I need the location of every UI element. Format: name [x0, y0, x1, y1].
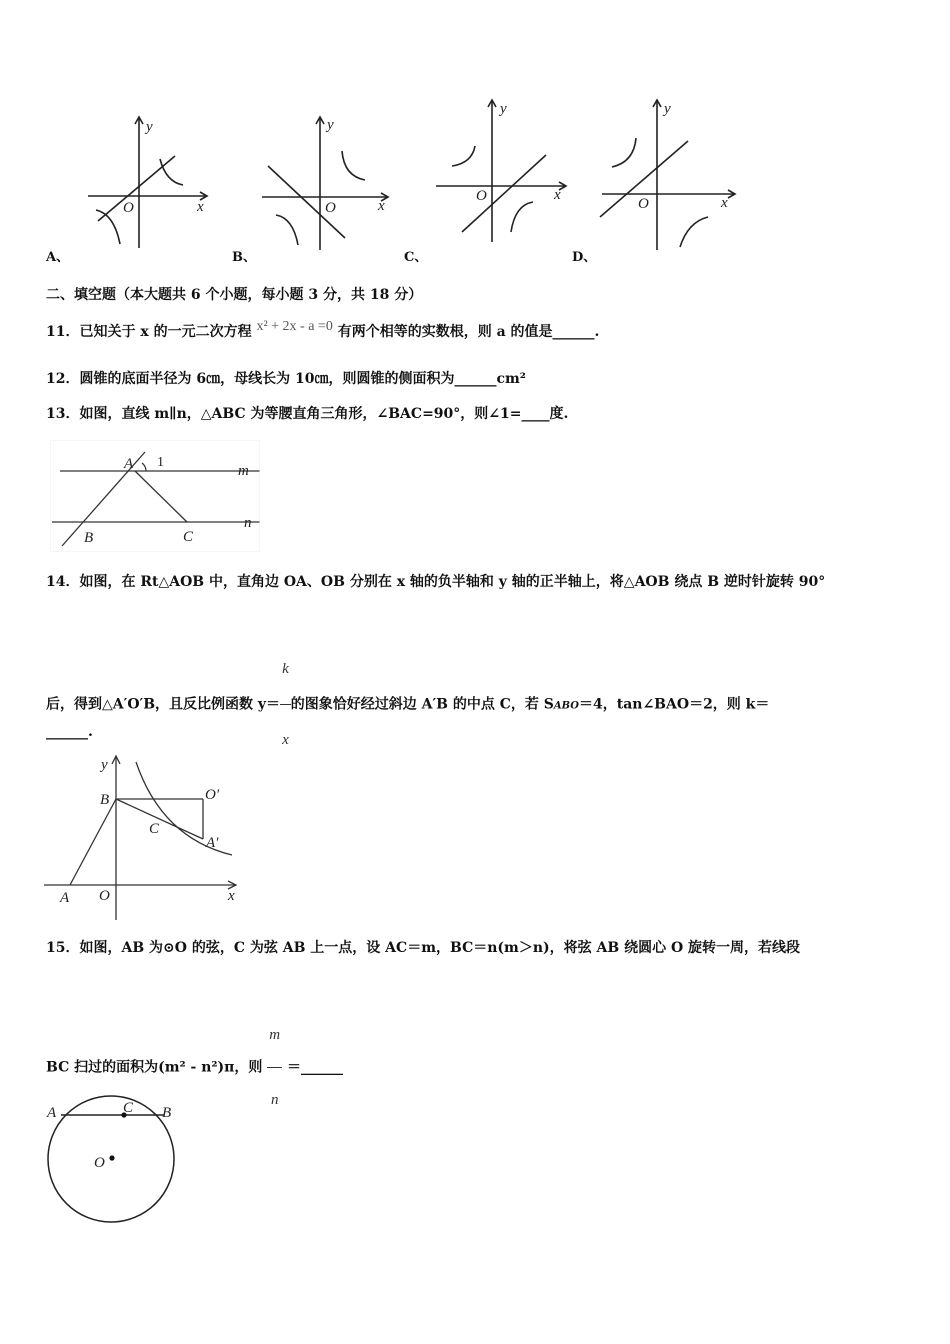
- q14-label-y: y: [101, 757, 108, 773]
- q14-frac-den: x: [280, 704, 291, 775]
- graph-a-y-label: y: [146, 119, 153, 135]
- q14-subscript: ABO: [553, 700, 579, 712]
- graph-d-x-label: x: [721, 195, 728, 211]
- question-15-line-1: 15．如图，AB 为⊙O 的弦，C 为弦 AB 上一点，设 AC＝m，BC＝n(m＞n)，将弦 AB 绕圆心 O 旋转一周，若线段: [46, 940, 801, 956]
- q15-label-a: A: [47, 1105, 57, 1121]
- graph-d-origin-label: O: [638, 196, 649, 212]
- q15-frac-num: m: [269, 1027, 281, 1043]
- q13-label-m: m: [238, 463, 249, 479]
- q13-label-c: C: [183, 529, 194, 545]
- question-14-line-1: 14．如图，在 Rt△AOB 中，直角边 OA、OB 分别在 x 轴的负半轴和 y 轴的正半轴上，将△AOB 绕点 B 逆时针旋转 90°: [46, 574, 826, 590]
- q14-label-o: O: [99, 888, 110, 904]
- q14-label-a-prime: A′: [206, 835, 219, 851]
- q14-part-c: ＝4，tan∠BAO＝2，则 k＝: [578, 696, 770, 713]
- q15-label-b: B: [162, 1105, 172, 1121]
- q14-part-b: 的图象恰好经过斜边 A′B 的中点 C，若 S: [290, 696, 554, 713]
- graph-c-origin-label: O: [476, 188, 487, 204]
- q15-label-o: O: [94, 1155, 105, 1171]
- q14-label-x: x: [228, 888, 235, 904]
- q13-label-b: B: [84, 530, 94, 546]
- graph-b-x-label: x: [378, 198, 385, 214]
- graph-d: [600, 100, 735, 250]
- q11-prefix: 11．已知关于 x 的一元二次方程: [46, 324, 252, 340]
- q15-fraction: [267, 1003, 282, 1132]
- question-11: [46, 319, 600, 343]
- q14-label-b: B: [100, 792, 110, 808]
- graph-d-y-label: y: [664, 101, 671, 117]
- graph-c: [436, 100, 566, 242]
- q13-figure: [50, 440, 260, 552]
- section-heading: 二、填空题（本大题共 6 个小题，每小题 3 分，共 18 分）: [46, 287, 423, 303]
- question-12: 12．圆锥的底面半径为 6㎝，母线长为 10㎝，则圆锥的侧面积为______cm²: [46, 371, 526, 387]
- graph-c-x-label: x: [554, 187, 561, 203]
- q14-part-a: 后，得到△A′O′B，且反比例函数 y＝: [46, 696, 281, 713]
- question-14-line-3: ______.: [46, 724, 93, 740]
- q14-figure: [40, 752, 240, 924]
- q13-label-a: A: [124, 456, 134, 472]
- q13-label-1: 1: [157, 455, 164, 470]
- q14-label-o-prime: O′: [205, 787, 220, 803]
- q15-frac-den: n: [267, 1067, 282, 1132]
- q15-part-a: BC 扫过的面积为(m² - n²)π，则: [46, 1059, 263, 1076]
- q15-part-b: ＝______: [287, 1059, 344, 1076]
- option-c-label: C、: [404, 250, 428, 265]
- q13-label-n: n: [244, 515, 252, 531]
- q14-fraction: [280, 634, 291, 775]
- question-13: 13．如图，直线 m∥n，△ABC 为等腰直角三角形，∠BAC=90°，则∠1=____度.: [46, 406, 569, 422]
- graph-a-x-label: x: [197, 199, 204, 215]
- q15-label-c: C: [123, 1100, 134, 1116]
- option-a-label: A、: [46, 250, 70, 265]
- q11-suffix: 有两个相等的实数根，则 a 的值是______.: [337, 324, 600, 340]
- q15-point-o: [109, 1155, 114, 1160]
- graph-b-y-label: y: [327, 117, 334, 133]
- q14-label-a: A: [60, 890, 70, 906]
- q14-label-c: C: [149, 821, 160, 837]
- graph-c-y-label: y: [500, 101, 507, 117]
- q14-frac-num: k: [282, 661, 289, 677]
- option-graphs: [0, 95, 950, 270]
- q15-figure: [44, 1092, 184, 1226]
- option-b-label: B、: [232, 250, 256, 265]
- graph-a: [88, 117, 207, 248]
- q11-equation: x² + 2x - a =0: [256, 319, 333, 334]
- graph-b: [262, 117, 388, 250]
- graph-b-origin-label: O: [325, 200, 336, 216]
- graph-a-origin-label: O: [123, 200, 134, 216]
- option-d-label: D、: [572, 250, 597, 265]
